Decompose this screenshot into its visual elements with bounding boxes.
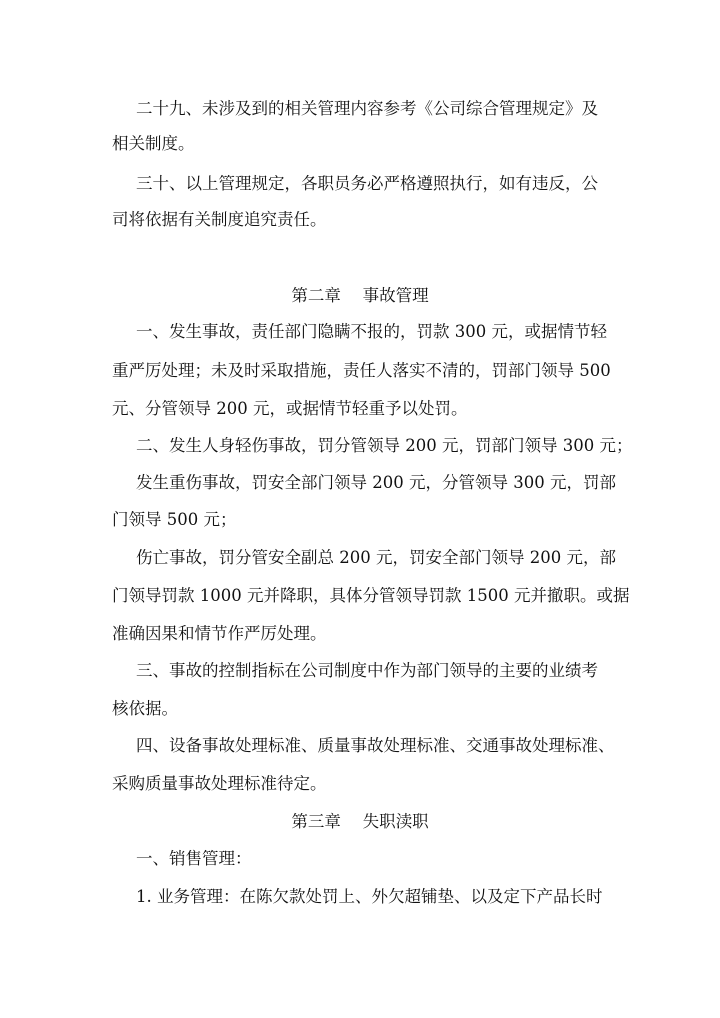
chapter-2-para-2b-line-2: 门领导 500 元； [112, 510, 237, 529]
paragraph-29-line-1: 二十九、未涉及到的相关管理内容参考《公司综合管理规定》及 [136, 99, 598, 118]
chapter-2-para-3-line-1: 三、事故的控制指标在公司制度中作为部门领导的主要的业绩考 [136, 661, 598, 680]
chapter-3-item-1: 一、销售管理： [136, 849, 252, 868]
paragraph-30-line-1: 三十、以上管理规定，各职员务必严格遵照执行，如有违反，公 [136, 174, 598, 193]
chapter-2-para-4-line-1: 四、设备事故处理标准、质量事故处理标准、交通事故处理标准、 [136, 736, 615, 755]
chapter-2-para-2c-line-2: 门领导罚款 1000 元并降职，具体分管领导罚款 1500 元并撤职。或据 [112, 586, 630, 605]
chapter-2-para-1-line-1: 一、发生事故，责任部门隐瞒不报的，罚款 300 元，或据情节轻 [136, 322, 607, 341]
chapter-2-para-1-line-2: 重严厉处理；未及时采取措施，责任人落实不清的，罚部门领导 500 [112, 361, 611, 380]
chapter-2-para-3-line-2: 核依据。 [112, 699, 178, 718]
paragraph-30-line-2: 司将依据有关制度追究责任。 [112, 210, 327, 229]
chapter-2-para-2b-line-1: 发生重伤事故，罚安全部门领导 200 元，分管领导 300 元，罚部 [136, 473, 616, 492]
chapter-3-item-1-1: 1. 业务管理：在陈欠款处罚上、外欠超铺垫、以及定下产品长时 [136, 887, 603, 906]
paragraph-29-line-2: 相关制度。 [112, 134, 195, 153]
chapter-2-para-2c-line-1: 伤亡事故，罚分管安全副总 200 元，罚安全部门领导 200 元，部 [136, 548, 616, 567]
chapter-2-para-1-line-3: 元、分管领导 200 元，或据情节轻重予以处罚。 [112, 399, 468, 418]
chapter-2-para-2c-line-3: 准确因果和情节作严厉处理。 [112, 624, 327, 643]
chapter-2-para-2-line-1: 二、发生人身轻伤事故，罚分管领导 200 元，罚部门领导 300 元； [136, 436, 633, 455]
chapter-2-para-4-line-2: 采购质量事故处理标准待定。 [112, 774, 327, 793]
chapter-3-heading: 第三章 失职渎职 [291, 812, 429, 831]
chapter-2-heading: 第二章 事故管理 [291, 286, 429, 305]
